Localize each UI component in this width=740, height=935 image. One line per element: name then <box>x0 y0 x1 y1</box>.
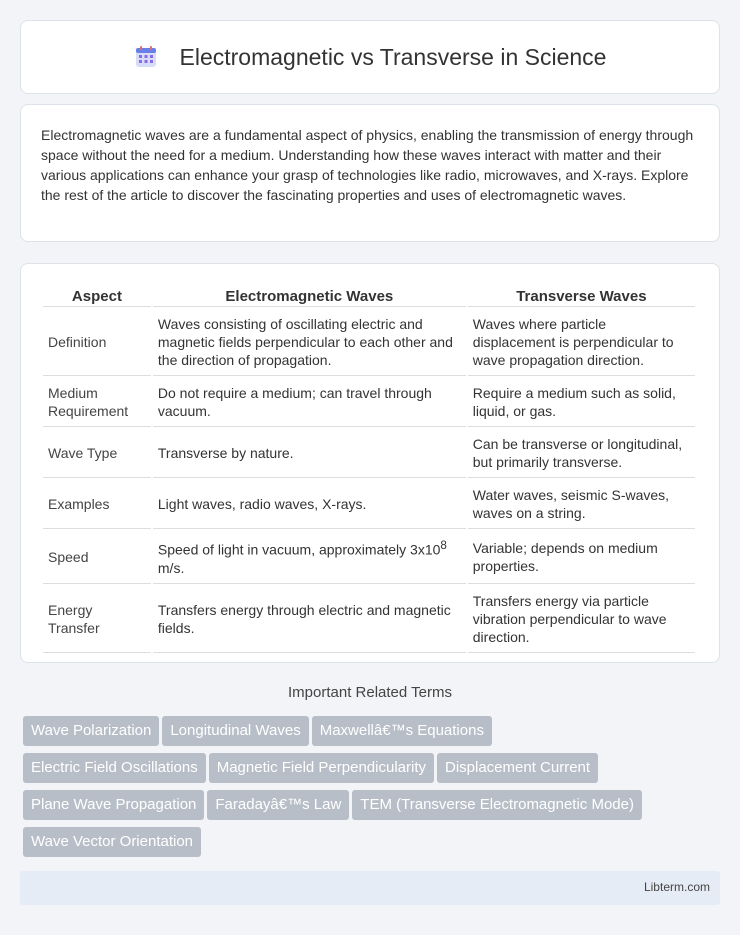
cell-transverse: Water waves, seismic S-waves, waves on a string. <box>468 480 695 529</box>
term-tag[interactable]: Plane Wave Propagation <box>23 790 204 820</box>
cell-electromagnetic <box>153 531 466 584</box>
page-title: Electromagnetic vs Transverse in Science <box>179 43 607 70</box>
cell-electromagnetic: Waves consisting of oscillating electric and magnetic fields perpendicular to each other and the direction of propagation. <box>153 309 466 376</box>
term-tag[interactable]: TEM (Transverse Electromagnetic Mode) <box>352 790 642 820</box>
cell-aspect: Speed <box>43 531 151 584</box>
table-row <box>43 586 695 653</box>
term-tag[interactable]: Magnetic Field Perpendicularity <box>209 753 434 783</box>
calendar-grid-icon <box>134 45 158 69</box>
cell-electromagnetic: Light waves, radio waves, X-rays. <box>153 480 466 529</box>
cell-aspect: Wave Type <box>43 429 151 478</box>
comparison-table <box>41 284 697 655</box>
table-row <box>43 531 695 584</box>
cell-aspect: Examples <box>43 480 151 529</box>
header-transverse: Transverse Waves <box>468 286 695 307</box>
cell-aspect: Definition <box>43 309 151 376</box>
cell-transverse: Require a medium such as solid, liquid, or gas. <box>468 378 695 427</box>
cell-transverse: Can be transverse or longitudinal, but primarily transverse. <box>468 429 695 478</box>
cell-aspect: Medium Requirement <box>43 378 151 427</box>
comparison-card <box>20 263 720 663</box>
term-tag[interactable]: Faradayâ€™s Law <box>207 790 349 820</box>
term-tag[interactable]: Displacement Current <box>437 753 598 783</box>
cell-aspect: Energy Transfer <box>43 586 151 653</box>
cell-electromagnetic: Transverse by nature. <box>153 429 466 478</box>
cell-electromagnetic: Transfers energy through electric and magnetic fields. <box>153 586 466 653</box>
table-row <box>43 480 695 529</box>
cell-transverse: Waves where particle displacement is perpendicular to wave propagation direction. <box>468 309 695 376</box>
table-row <box>43 309 695 376</box>
term-tag[interactable]: Wave Polarization <box>23 716 159 746</box>
term-tag[interactable]: Wave Vector Orientation <box>23 827 201 857</box>
header-aspect: Aspect <box>43 286 151 307</box>
cell-transverse: Variable; depends on medium properties. <box>468 531 695 584</box>
term-tag[interactable]: Maxwellâ€™s Equations <box>312 716 492 746</box>
speed-exponent: 8 <box>440 539 447 552</box>
related-terms-title: Important Related Terms <box>288 684 452 701</box>
intro-text: Electromagnetic waves are a fundamental aspect of physics, enabling the transmission of energy through space without the need for a medium. Understanding how these waves interact with matter and their various applications can enhance your grasp of technologies like radio, microwaves, and X-rays. Explore the rest of the article to discover the fascinating properties and uses of electromagnetic waves. <box>41 127 694 203</box>
table-row <box>43 429 695 478</box>
term-tag[interactable]: Electric Field Oscillations <box>23 753 206 783</box>
cell-electromagnetic: Do not require a medium; can travel through vacuum. <box>153 378 466 427</box>
table-row <box>43 378 695 427</box>
page-header <box>20 20 720 94</box>
intro-card <box>20 104 720 242</box>
page-footer <box>20 871 720 905</box>
table-header-row <box>43 286 695 307</box>
footer-brand-link[interactable]: Libterm.com <box>643 880 710 894</box>
related-terms-list <box>23 716 723 864</box>
term-tag[interactable]: Longitudinal Waves <box>162 716 308 746</box>
speed-value: Speed of light in vacuum, approximately 3x10 <box>157 541 441 558</box>
header-electromagnetic: Electromagnetic Waves <box>153 286 466 307</box>
cell-transverse: Transfers energy via particle vibration perpendicular to wave direction. <box>468 586 695 653</box>
speed-unit: m/s. <box>157 559 185 576</box>
